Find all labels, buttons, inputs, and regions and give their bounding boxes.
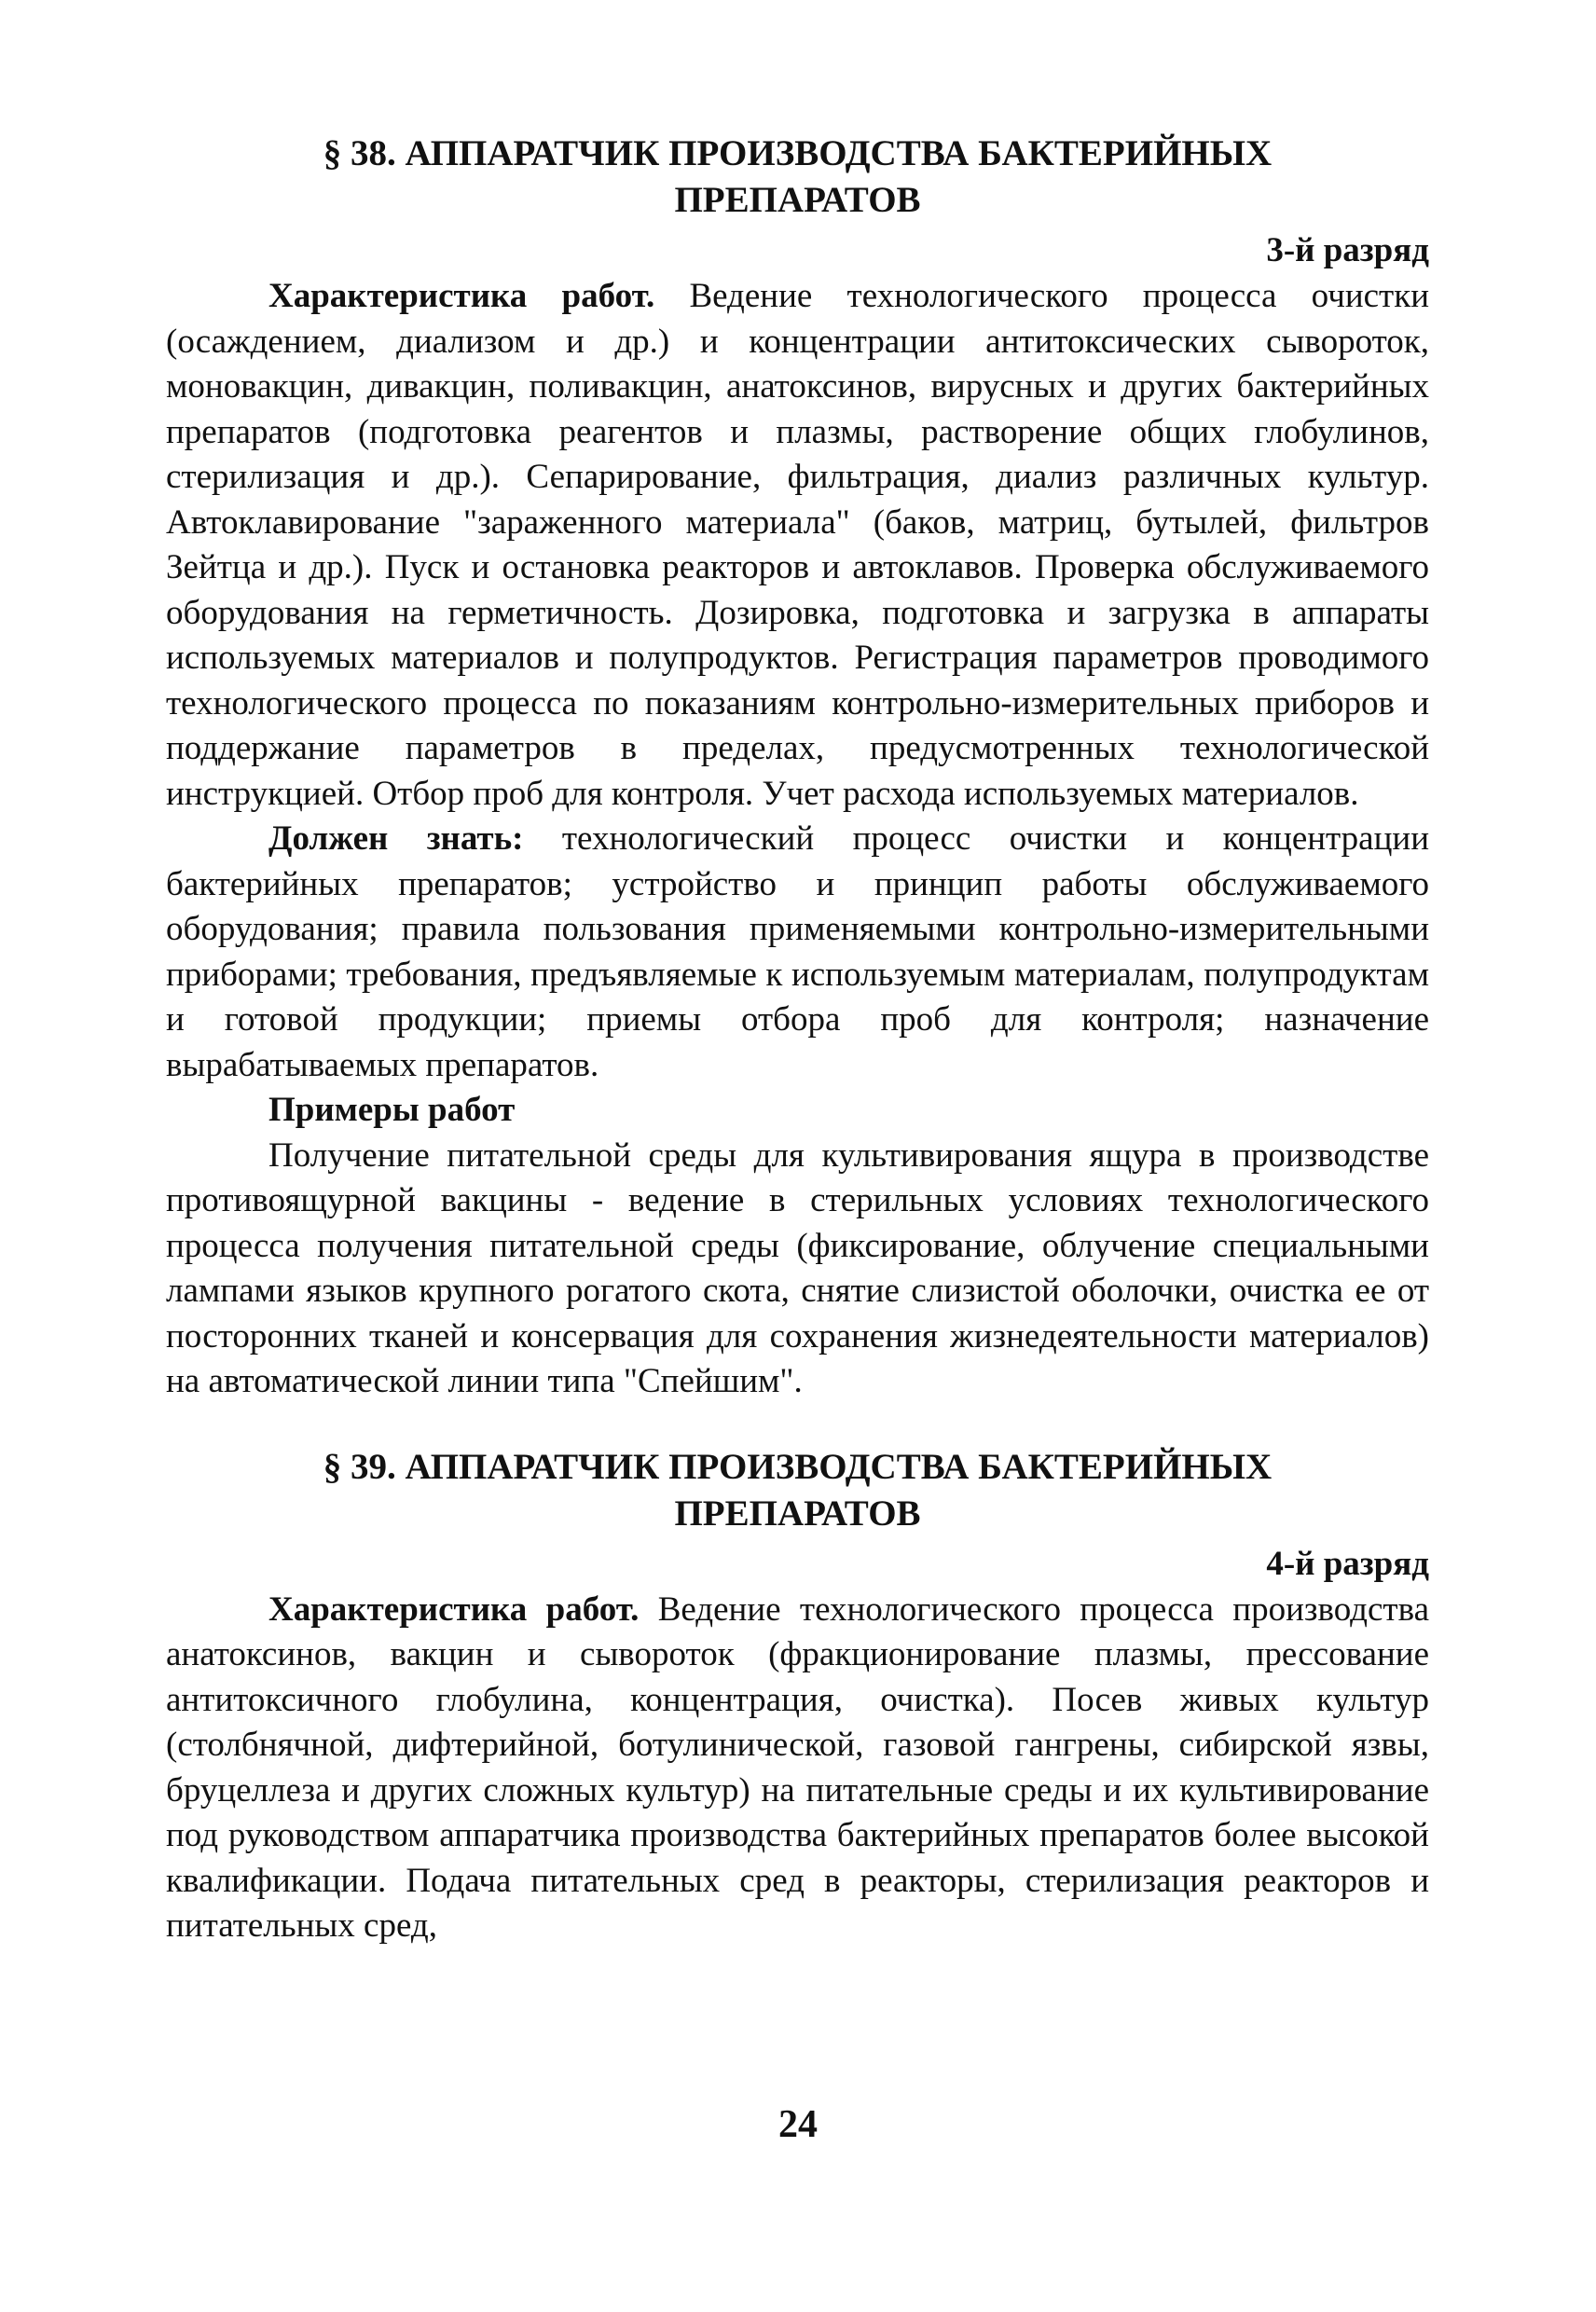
characteristics-label: Характеристика работ. — [268, 1590, 640, 1629]
examples-heading: Примеры работ — [268, 1091, 516, 1129]
section-gap — [166, 1405, 1429, 1444]
characteristics-label: Характеристика работ. — [268, 277, 655, 315]
section-title-line2: ПРЕПАРАТОВ — [674, 1493, 921, 1534]
section-title-line2: ПРЕПАРАТОВ — [674, 180, 921, 220]
page-content — [166, 131, 1429, 1949]
grade-label: 4-й разряд — [1266, 1544, 1429, 1583]
section-title-line1: § 38. АППАРАТЧИК ПРОИЗВОДСТВА БАКТЕРИЙНЫХ — [323, 133, 1273, 173]
examples-text: Получение питательной среды для культивирования ящура в производстве противоящурной вакцины - ведение в стерильных условиях технологического процесса получения питательной среды (фиксирование, облучение специальными лампами языков крупного рогатого скота, снятие слизистой оболочки, очистка ее от посторонних тканей и консервация для сохранения жизнедеятельности материалов) на автоматической линии типа "Спейшим". — [166, 1135, 1429, 1400]
section-title — [166, 131, 1429, 224]
section-title-line1: § 39. АППАРАТЧИК ПРОИЗВОДСТВА БАКТЕРИЙНЫХ — [323, 1446, 1273, 1487]
knowledge-label: Должен знать: — [268, 819, 524, 858]
characteristics-text: Ведение технологического процесса производства анатоксинов, вакцин и сывороток (фракционирование плазмы, прессование антитоксичного глобулина, концентрация, очистка). Посев живых культур (столбнячной, дифтерийной, ботулинической, газовой гангрены, сибирской язвы, бруцеллеза и других сложных культур) на питательные среды и их культивирование под руководством аппаратчика производства бактерийных препаратов более высокой квалификации. Подача питательных сред в реакторы, стерилизация реакторов и питательных сред, — [166, 1590, 1429, 1945]
section-39 — [166, 1444, 1429, 1949]
characteristics-paragraph — [166, 274, 1429, 817]
section-title — [166, 1444, 1429, 1537]
section-38 — [166, 131, 1429, 1405]
knowledge-paragraph — [166, 817, 1429, 1088]
characteristics-paragraph — [166, 1588, 1429, 1949]
page-number: 24 — [778, 2103, 818, 2146]
characteristics-text: Ведение технологического процесса очистки (осаждением, диализом и др.) и концентрации антитоксических сывороток, моновакцин, дивакцин, поливакцин, анатоксинов, вирусных и других бактерийных препаратов (подготовка реагентов и плазмы, растворение общих глобулинов, стерилизация и др.). Сепарирование, фильтрация, диализ различных культур. Автоклавирование "зараженного материала" (баков, матриц, бутылей, фильтров Зейтца и др.). Пуск и остановка реакторов и автоклавов. Проверка обслуживаемого оборудования на герметичность. Дозировка, подготовка и загрузка в аппараты используемых материалов и полупродуктов. Регистрация параметров проводимого технологического процесса по показаниям контрольно-измерительных приборов и поддержание параметров в пределах, предусмотренных технологической инструкцией. Отбор проб для контроля. Учет расхода используемых материалов. — [166, 277, 1429, 813]
knowledge-text: технологический процесс очистки и концентрации бактерийных препаратов; устройство и принцип работы обслуживаемого оборудования; правила пользования применяемыми контрольно-измерительными приборами; требования, предъявляемые к используемым материалам, полупродуктам и готовой продукции; приемы отбора проб для контроля; назначение вырабатываемых препаратов. — [166, 819, 1429, 1084]
grade-label: 3-й разряд — [1266, 231, 1429, 269]
